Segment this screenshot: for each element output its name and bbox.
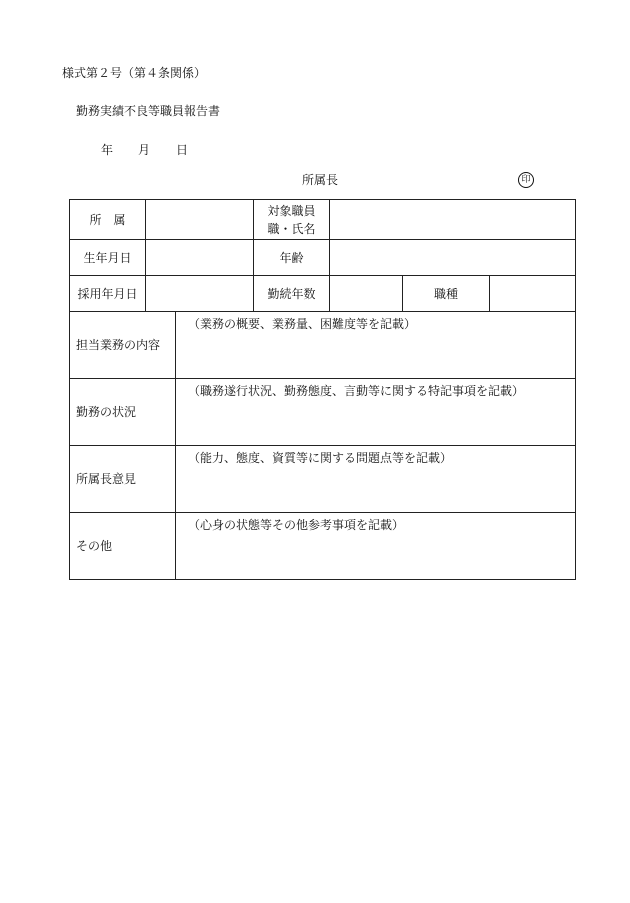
target-staff-label-line1: 対象職員	[267, 203, 316, 218]
date-month-label: 月	[138, 143, 151, 157]
target-staff-label	[254, 200, 330, 240]
birth-date-label: 生年月日	[70, 240, 146, 276]
form-number-label: 様式第２号（第４条関係）	[62, 66, 207, 80]
age-field[interactable]	[330, 240, 576, 276]
table-row	[70, 513, 576, 580]
other-note: （心身の状態等その他参考事項を記載）	[188, 518, 405, 532]
head-opinion-note: （能力、態度、資質等に関する問題点等を記載）	[188, 451, 453, 465]
duties-label: 担当業務の内容	[70, 312, 176, 379]
other-field[interactable]	[176, 513, 576, 580]
affiliation-field[interactable]	[146, 200, 254, 240]
table-row	[70, 312, 576, 379]
birth-date-field[interactable]	[146, 240, 254, 276]
report-form-table	[69, 199, 576, 580]
table-row	[70, 240, 576, 276]
head-opinion-field[interactable]	[176, 446, 576, 513]
age-label: 年齢	[254, 240, 330, 276]
duties-note: （業務の概要、業務量、困難度等を記載）	[188, 317, 417, 331]
hire-date-label: 採用年月日	[70, 276, 146, 312]
work-status-field[interactable]	[176, 379, 576, 446]
table-row	[70, 276, 576, 312]
seal-icon: 印	[518, 172, 534, 188]
document-title: 勤務実績不良等職員報告書	[76, 104, 221, 118]
other-label: その他	[70, 513, 176, 580]
service-years-field[interactable]	[330, 276, 403, 312]
work-status-note: （職務遂行状況、勤務態度、言動等に関する特記事項を記載）	[188, 384, 525, 398]
target-staff-label-line2: 職・氏名	[267, 221, 316, 236]
job-type-field[interactable]	[490, 276, 576, 312]
target-staff-field[interactable]	[330, 200, 576, 240]
date-year-label: 年	[101, 143, 114, 157]
department-head-label: 所属長	[302, 173, 339, 187]
job-type-label: 職種	[403, 276, 490, 312]
head-opinion-label: 所属長意見	[70, 446, 176, 513]
table-row	[70, 200, 576, 240]
table-row	[70, 446, 576, 513]
affiliation-label: 所 属	[70, 200, 146, 240]
table-row	[70, 379, 576, 446]
date-day-label: 日	[176, 143, 189, 157]
hire-date-field[interactable]	[146, 276, 254, 312]
duties-field[interactable]	[176, 312, 576, 379]
work-status-label: 勤務の状況	[70, 379, 176, 446]
service-years-label: 勤続年数	[254, 276, 330, 312]
